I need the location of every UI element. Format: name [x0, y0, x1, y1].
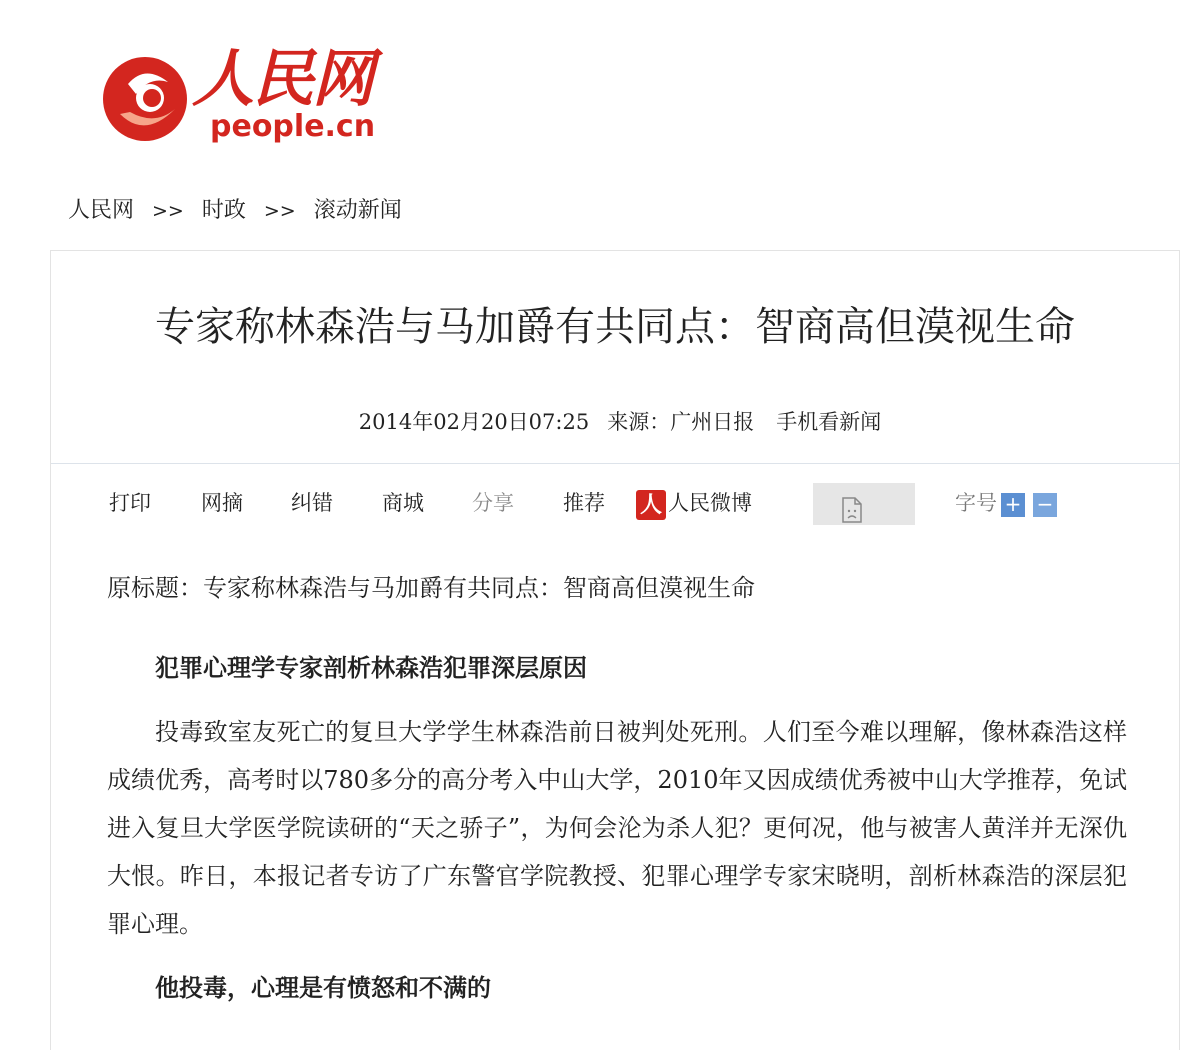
- clip-button[interactable]: 网摘: [201, 491, 243, 515]
- font-increase-button[interactable]: +: [1001, 493, 1025, 517]
- weibo-label: 人民微博: [668, 491, 752, 515]
- article-title: 专家称林森浩与马加爵有共同点：智商高但漠视生命: [155, 304, 1075, 350]
- font-size-control: [955, 483, 1057, 523]
- source-link[interactable]: 广州日报: [670, 410, 755, 434]
- breadcrumb: [68, 196, 402, 226]
- breadcrumb-rolling-news[interactable]: 滚动新闻: [313, 198, 402, 223]
- broken-image-icon: [841, 497, 863, 523]
- mall-button[interactable]: 商城: [382, 491, 424, 515]
- mobile-news-link[interactable]: 手机看新闻: [776, 410, 882, 434]
- breadcrumb-home[interactable]: 人民网: [68, 198, 135, 223]
- logo-chinese-name: 人民网: [192, 42, 373, 115]
- weibo-button[interactable]: [636, 483, 752, 523]
- people-weibo-icon: 人: [636, 490, 666, 520]
- recommend-button[interactable]: 推荐: [563, 491, 605, 515]
- article-datetime: 2014年02月20日07:25: [358, 410, 590, 434]
- article-meta: [51, 407, 1179, 437]
- article-body: [107, 564, 1127, 1028]
- broken-image-placeholder: [813, 483, 915, 525]
- breadcrumb-separator: >>: [263, 200, 296, 222]
- breadcrumb-separator: >>: [152, 200, 184, 222]
- article-card: [50, 250, 1180, 1050]
- source-label: 来源：: [607, 410, 671, 434]
- breadcrumb-politics[interactable]: 时政: [201, 198, 246, 223]
- share-button[interactable]: 分享: [472, 491, 514, 515]
- article-header: [51, 251, 1179, 464]
- people-logo-icon: [100, 54, 190, 144]
- logo-english-name: people.cn: [210, 109, 376, 144]
- font-decrease-button[interactable]: −: [1033, 493, 1057, 517]
- subheading: 犯罪心理学专家剖析林森浩犯罪深层原因: [155, 653, 587, 682]
- correct-button[interactable]: 纠错: [291, 491, 333, 515]
- site-logo[interactable]: [100, 42, 376, 144]
- article-paragraph: 投毒致室友死亡的复旦大学学生林森浩前日被判处死刑。人们至今难以理解，像林森浩这样成绩优秀，高考时以780多分的高分考入中山大学，2010年又因成绩优秀被中山大学推荐，免试进入复旦大学医学院读研的“天之骄子”，为何会沦为杀人犯？更何况，他与被害人黄洋并无深仇大恨。昨日，本报记者专访了广东警官学院教授、犯罪心理学专家宋晓明，剖析林森浩的深层犯罪心理。: [107, 718, 1127, 938]
- font-size-label: 字号: [955, 491, 997, 515]
- subheading: 他投毒，心理是有愤怒和不满的: [155, 973, 491, 1002]
- print-button[interactable]: 打印: [109, 491, 151, 515]
- original-title: 原标题：专家称林森浩与马加爵有共同点：智商高但漠视生命: [107, 574, 755, 602]
